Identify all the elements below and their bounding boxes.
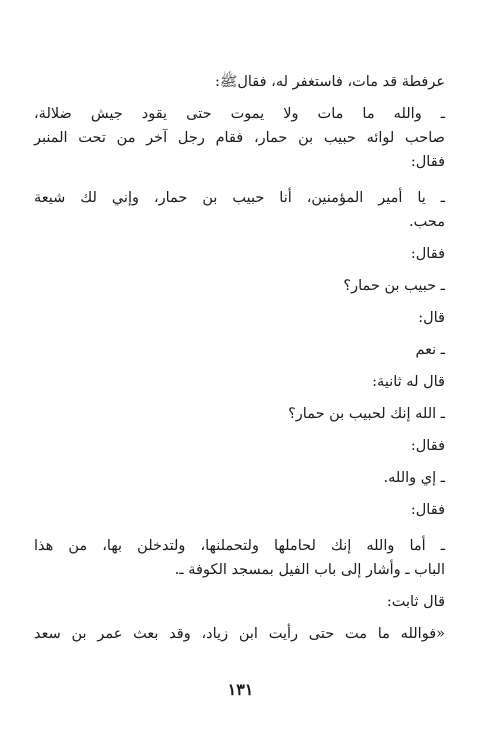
text-line: ـ إي والله. xyxy=(383,470,445,486)
text-line: فقال: xyxy=(410,502,445,518)
text-line: ـ نعم xyxy=(415,342,445,358)
text-line: قال له ثانية: xyxy=(372,374,445,390)
text-line: «فوالله ما مت حتى رأيت ابن زياد، وقد بعث عمر بن سعد xyxy=(34,626,445,642)
text-line: ـ والله ما مات ولا يموت حتى يقود جيش ضلالة، xyxy=(34,106,445,122)
text-line: ـ أما والله إنك لحاملها ولتحملنها، ولتدخلن بها، من هذا xyxy=(34,538,445,554)
body-text xyxy=(34,70,445,646)
text-line: ـ حبيب بن حمار؟ xyxy=(343,278,445,294)
text-line: عرفطة قد مات، فاستغفر له، فقالﷺ: xyxy=(214,74,445,90)
text-line: الباب ـ وأشار إلى باب الفيل بمسجد الكوفة ـ. xyxy=(174,562,445,578)
text-line: فقال: xyxy=(410,438,445,454)
text-line: فقال: xyxy=(410,246,445,262)
text-line: محب. xyxy=(409,214,445,230)
text-line: ـ الله إنك لحبيب بن حمار؟ xyxy=(288,406,445,422)
text-line: فقال: xyxy=(410,154,445,170)
text-line: قال ثابت: xyxy=(386,594,445,610)
page-number: ١٣١ xyxy=(227,680,254,699)
text-line: قال: xyxy=(418,310,445,326)
text-line: صاحب لوائه حبيب بن حمار، فقام رجل آخر من تحت المنبر xyxy=(34,130,445,146)
text-line: ـ يا أمير المؤمنين، أنا حبيب بن حمار، وإني لك شيعة xyxy=(34,190,445,206)
